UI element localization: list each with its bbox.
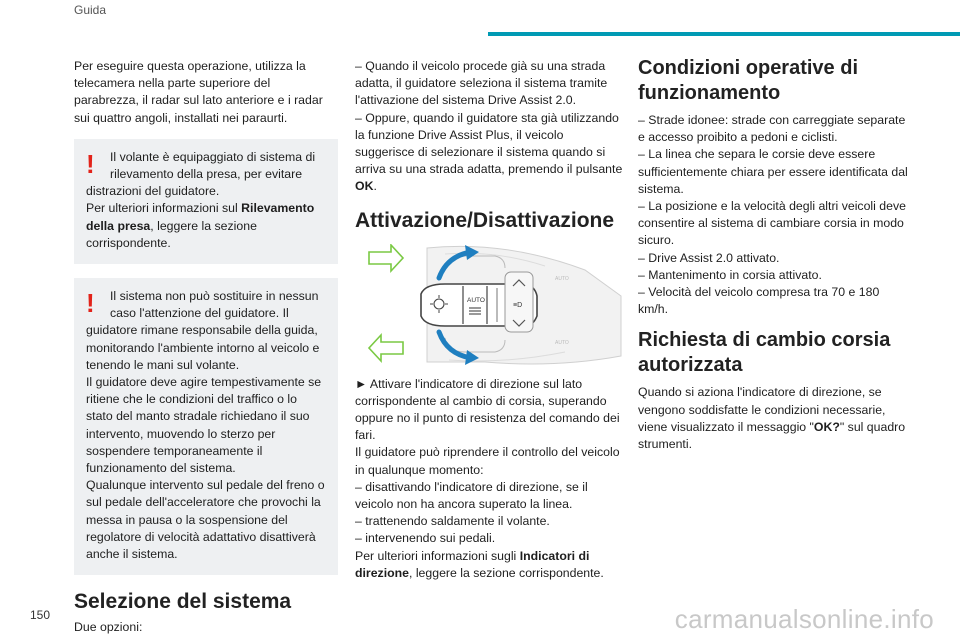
page-number: 150 [30,608,51,622]
option-drive-assist-2: – Quando il veicolo procede già su una strada adatta, il guidatore seleziona il sistema tramite l'attivazione del sistema Drive Assist 2.0. [355,59,608,108]
warning-exclamation-icon: ! [86,148,95,179]
watermark: carmanualsonline.info [674,604,934,634]
warning-line: Il sistema non può sostituire in nessun [110,289,319,304]
warning-text: guidatore rimane responsabile della guida, monitorando l'ambiente intorno al veicolo e tenendo le mani sul volante. [86,323,320,372]
ok-message-label: OK? [813,419,840,434]
request-text: Quando si aziona l'indicatore di direzione, se vengono soddisfatte le condizioni necessarie, viene visualizzato il messaggio "OK?" sul quadro strumenti. [638,385,906,452]
ok-button-label: OK [355,179,374,194]
heading-activation: Attivazione/Disattivazione [355,208,615,232]
heading-conditions: Condizioni operative di funzionamento [638,57,859,104]
header-accent-bar [488,32,960,36]
section-title: Guida [74,3,107,17]
warning-text: Qualunque intervento sul pedale del freno o sul pedale dell'acceleratore che provochi la messa in pausa o la sospensione del regolatore di velocità adattativo disattiverà anche il sistema. [86,478,325,562]
option-drive-assist-plus: – Oppure, quando il guidatore sta già utilizzando la funzione Drive Assist Plus, il veicolo suggerisce di selezionare il sistema quando si arriva su una strada adatta, premendo il pulsante OK. [355,110,623,194]
takeover-item: – trattenendo saldamente il volante. [355,514,550,529]
warning-exclamation-icon: ! [86,288,95,319]
column-middle [355,58,623,582]
warning-line: rilevamento della presa, per evitare [110,167,303,182]
instruction-activate: ► Attivare l'indicatore di direzione sul lato corrispondente al cambio di corsia, superando oppure no il punto di resistenza del comando dei fari. [355,376,620,443]
warning-box-grip [74,139,338,264]
intro-paragraph: Per eseguire questa operazione, utilizza la telecamera nella parte superiore del parabrezza, il radar sul lato anteriore e i radar sui quattro angoli, installati nei paraurti. [74,59,323,125]
condition-item: – La posizione e la velocità degli altri veicoli deve consentire al sistema di cambiare corsia in modo sicuro. [638,199,906,248]
reference-indicators: Per ulteriori informazioni sugli Indicatori di direzione, leggere la sezione corrispondente. [355,548,604,580]
svg-text:AUTO: AUTO [555,275,569,282]
condition-item: – Drive Assist 2.0 attivato. [638,250,780,265]
auto-label: AUTO [467,296,485,304]
stalk-diagram [355,244,623,366]
svg-text:AUTO: AUTO [555,339,569,346]
heading-selection: Selezione del sistema [74,590,292,614]
condition-item: – Mantenimento in corsia attivato. [638,267,822,282]
reference-link-grip: Rilevamento della presa [86,201,315,233]
takeover-item: – disattivando l'indicatore di direzione, se il veicolo non ha ancora superato la linea. [355,479,588,512]
takeover-item: – intervenendo sui pedali. [355,531,496,546]
warning-line: caso l'attenzione del guidatore. Il [110,306,289,321]
heading-lane-change-request: Richiesta di cambio corsia autorizzata [638,329,891,377]
arrow-left-icon [369,335,403,361]
takeover-intro: Il guidatore può riprendere il controllo del veicolo in qualunque momento: [355,445,620,477]
condition-item: – La linea che separa le corsie deve essere sufficientemente chiara per essere identificata dal sistema. [638,147,908,196]
condition-item: – Velocità del veicolo compresa tra 70 e 180 km/h. [638,285,880,317]
column-left [74,58,338,636]
arrow-right-icon [369,245,403,271]
turn-signal-stalk-illustration [355,244,623,366]
warning-line: Il volante è equipaggiato di sistema di [110,149,316,164]
column-right [638,58,910,453]
reference-link-indicators: Indicatori di direzione [355,548,590,580]
svg-text:≡D: ≡D [513,301,523,309]
warning-reference: Per ulteriori informazioni sul Rilevamento della presa, leggere la sezione corrispondente. [86,201,315,250]
warning-text: Il guidatore deve agire tempestivamente se ritiene che le condizioni del traffico o lo stato del manto stradale richiedano il suo intervento, muovendo lo sterzo per sospendere temporaneamente il funzionamento del sistema. [86,375,322,476]
options-intro: Due opzioni: [74,620,143,635]
condition-item: – Strade idonee: strade con carreggiate separate e accesso proibito a pedoni e ciclisti. [638,113,906,145]
warning-text: distrazioni del guidatore. [86,184,220,199]
warning-box-attention [74,278,338,575]
